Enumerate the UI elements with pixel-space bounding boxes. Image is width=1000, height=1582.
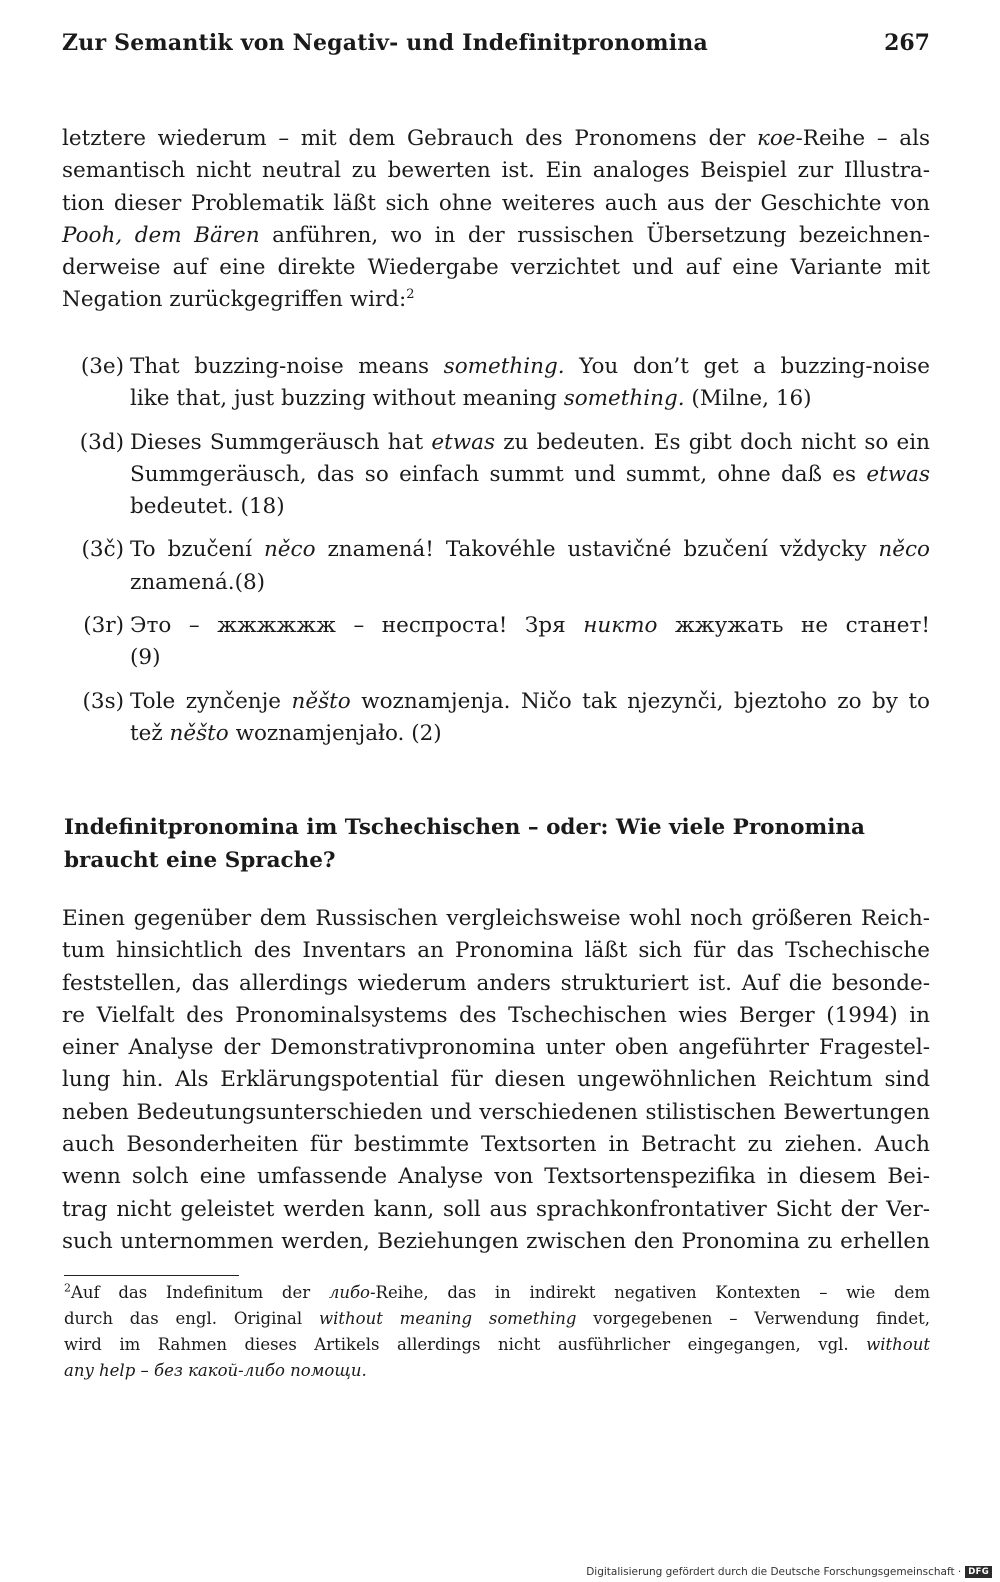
text-line: lung hin. Als Erklärungspotential für diesen ungewöhnlichen Reichtum sind: [62, 1067, 930, 1093]
digitization-text: Digitalisierung gefördert durch die Deutsche Forschungsgemeinschaft ·: [586, 1566, 962, 1578]
book-title: Pooh, dem Bären: [62, 222, 260, 248]
example-list: [62, 351, 930, 761]
example-item: (3s) Tole zynčenje něšto woznamjenja. Ničo tak njezynči, bjeztoho zo by to tež něšto woznamjenjało. (2): [62, 686, 930, 751]
example-label: (3s): [82, 688, 124, 714]
section-paragraph: [62, 903, 930, 1258]
text-line: auch Besonderheiten für bestimmte Textsorten in Betracht zu ziehen. Auch: [62, 1132, 930, 1158]
text-line: letztere wiederum – mit dem Gebrauch des Pronomens der кое-Reihe – als: [62, 126, 930, 151]
footnote: $^2$Auf das Indefinitum der либо-Reihe, das in indirekt negativen Kontexten – wie dem durch das engl. Original without meaning something vorgegebenen – Verwendung findet, wird im Rahmen dieses Artikels allerdings nicht ausführlicher eingegangen, vgl. without any help – без какой-либо помощи.: [64, 1281, 931, 1380]
footnote-divider: [64, 1275, 239, 1276]
example-label: (3č): [81, 537, 124, 563]
text-line: such unternommen werden, Beziehungen zwischen den Pronomina zu erhellen: [62, 1228, 930, 1254]
text-line: Negation zurückgegriffen wird:$^2$: [62, 287, 415, 313]
dfg-logo-icon: DFG: [965, 1566, 992, 1578]
text-line: semantisch nicht neutral zu bewerten ist. Ein analoges Beispiel zur Illustra-: [62, 158, 930, 184]
text-line: re Vielfalt des Pronominalsystems des Tschechischen wies Berger (1994) in: [62, 1002, 930, 1028]
digitization-note: [586, 1566, 992, 1578]
section-heading-line: Indefinitpronomina im Tschechischen – oder: Wie viele Pronomina: [64, 815, 865, 840]
text-line: Pooh, dem Bären anführen, wo in der russischen Übersetzung bezeichnen-: [62, 222, 930, 248]
text-line: derweise auf eine direkte Wiedergabe verzichtet und auf eine Variante mit: [62, 255, 930, 281]
example-label: (3e): [80, 354, 124, 379]
russian-term-koe: кое: [756, 126, 796, 151]
running-head: [62, 30, 930, 56]
example-item: (3č) To bzučení něco znamená! Takovéhle ustavičné bzučení vždycky něco znamená.(8): [62, 534, 930, 599]
footnote-reference: 2: [406, 287, 415, 303]
text-line: neben Bedeutungsunterschieden und verschiedenen stilistischen Bewertungen: [62, 1099, 930, 1125]
page-number: 267: [884, 30, 930, 56]
example-item: (3d) Dieses Summgeräusch hat etwas zu bedeuten. Es gibt doch nicht so ein Summgeräusch, das so einfach summt und summt, ohne daß es etwas bedeutet. (18): [62, 427, 930, 524]
example-label: (3d): [79, 429, 124, 455]
running-head-title: Zur Semantik von Negativ- und Indefinitpronomina: [62, 30, 708, 56]
example-item: (3r) Это – жжжжжж – неспроста! Зря никто жжужать не станет! (9): [62, 610, 930, 675]
text-line: Einen gegenüber dem Russischen vergleichsweise wohl noch größeren Reich-: [62, 906, 930, 931]
text-line: wenn solch eine umfassende Analyse von Textsortenspezifika in diesem Bei-: [62, 1164, 930, 1190]
footnote-mark: 2: [64, 1281, 71, 1295]
example-item: (3e) That buzzing-noise means something. You don’t get a buzzing-noise like that, just buzzing without meaning something. (Milne, 16): [62, 351, 930, 416]
text-line: trag nicht geleistet werden kann, soll aus sprachkonfrontativer Sicht der Ver-: [62, 1196, 930, 1222]
section-heading-line: braucht eine Sprache?: [64, 848, 336, 873]
intro-paragraph: [62, 123, 930, 317]
text-line: feststellen, das allerdings wiederum anders strukturiert ist. Auf die besonde-: [62, 970, 930, 996]
text-line: tion dieser Problematik läßt sich ohne weiteres auch aus der Geschichte von: [62, 190, 930, 216]
example-label: (3r): [83, 613, 124, 639]
text-line: einer Analyse der Demonstrativpronomina unter oben angeführter Fragestel-: [62, 1035, 930, 1061]
text-line: tum hinsichtlich des Inventars an Pronomina läßt sich für das Tschechische: [62, 938, 930, 964]
section-heading: [64, 811, 930, 877]
